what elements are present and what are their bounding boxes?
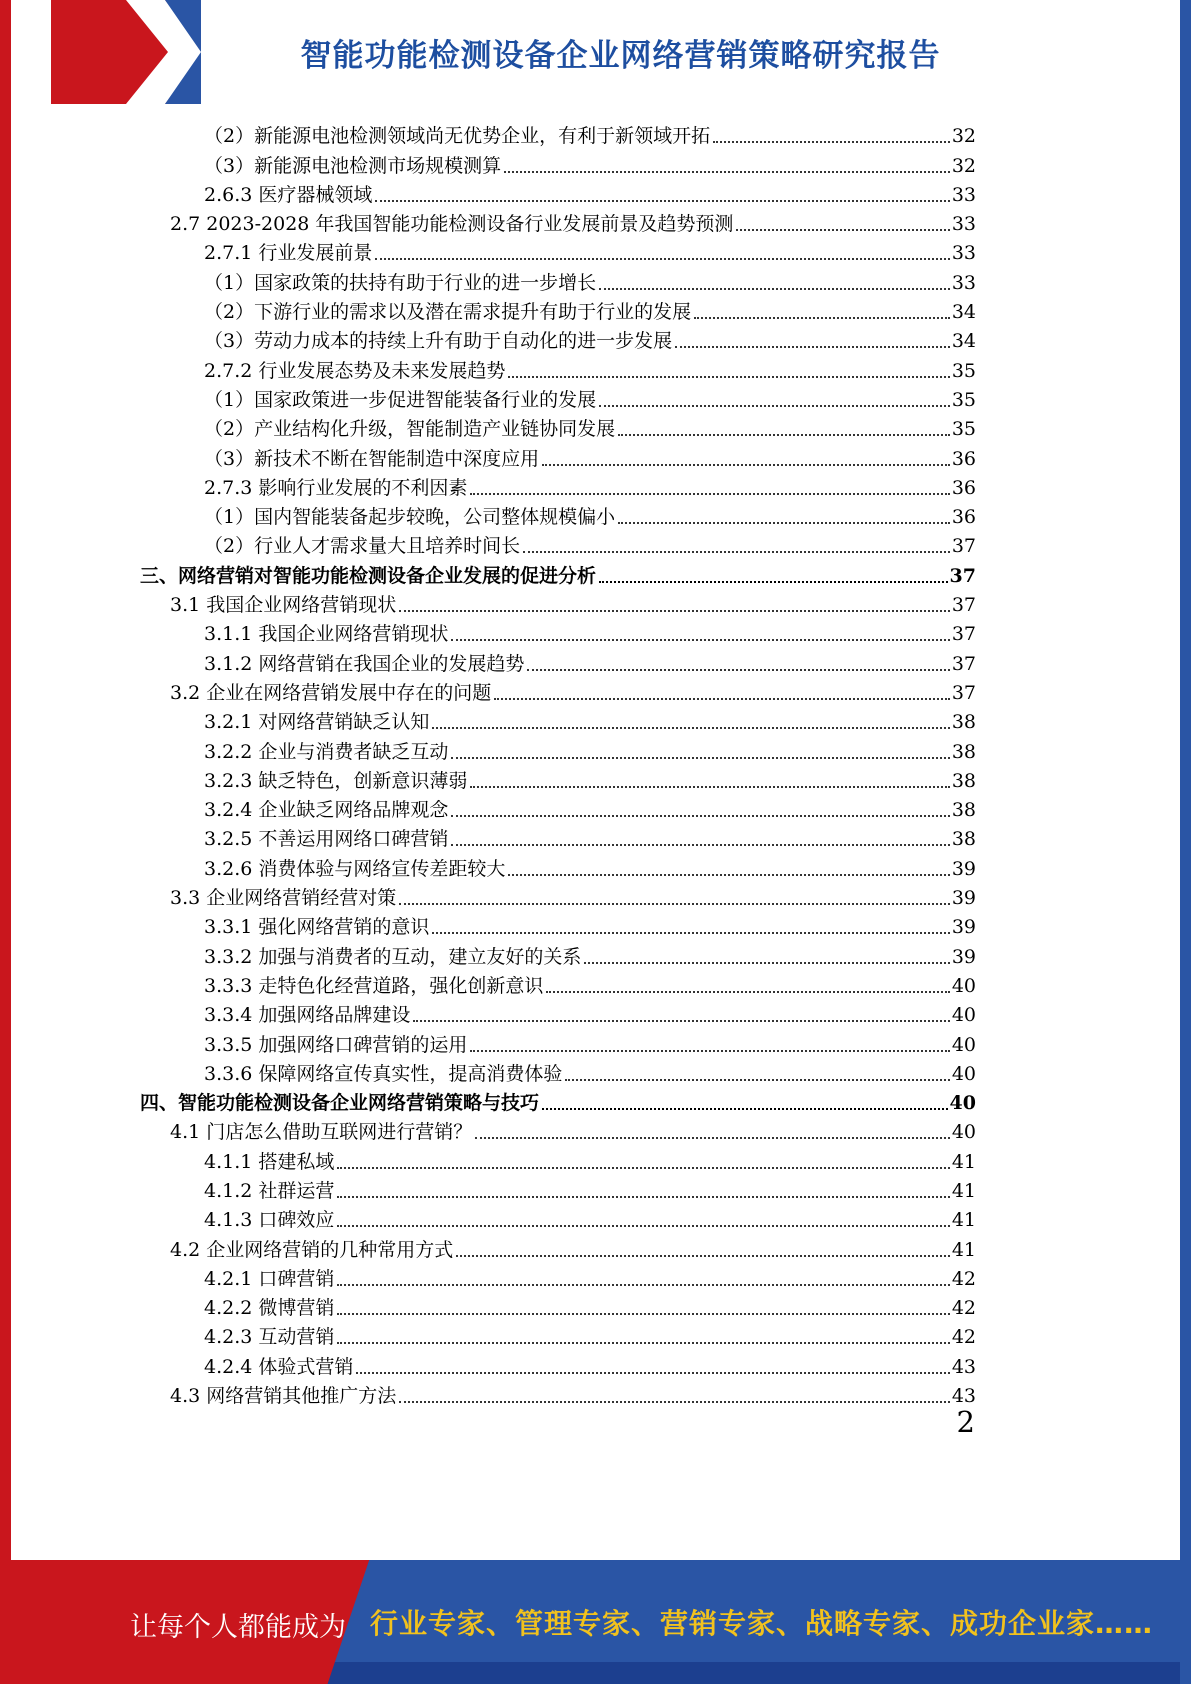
toc-entry[interactable]	[140, 678, 976, 707]
toc-page-number: 37	[951, 652, 976, 675]
toc-page-number: 36	[951, 447, 976, 470]
toc-dot-leader	[599, 405, 950, 407]
toc-entry-label: 3.2.1 对网络营销缺乏认知	[204, 711, 430, 734]
toc-page-number: 34	[951, 330, 976, 353]
toc-page-number: 33	[951, 213, 976, 236]
toc-entry[interactable]	[140, 971, 976, 1000]
toc-entry[interactable]	[140, 824, 976, 853]
toc-page-number: 38	[951, 799, 976, 822]
page-header	[11, 0, 1180, 112]
toc-dot-leader	[494, 698, 950, 700]
toc-entry-label: 4.1.3 口碑效应	[204, 1209, 335, 1232]
toc-entry[interactable]	[140, 766, 976, 795]
toc-dot-leader	[675, 346, 950, 348]
toc-entry[interactable]	[140, 1293, 976, 1322]
toc-dot-leader	[618, 522, 950, 524]
toc-page-number: 33	[951, 271, 976, 294]
toc-entry-label: 4.1 门店怎么借助互联网进行营销？	[170, 1121, 473, 1144]
toc-page-number: 41	[951, 1179, 976, 1202]
toc-entry-label: 3.1.1 我国企业网络营销现状	[204, 623, 449, 646]
toc-entry[interactable]	[140, 1000, 976, 1029]
page-number: 2	[956, 1405, 975, 1439]
toc-dot-leader	[399, 1401, 950, 1403]
toc-entry-label: 2.7 2023-2028 年我国智能功能检测设备行业发展前景及趋势预测	[170, 213, 734, 236]
toc-entry[interactable]	[140, 707, 976, 736]
toc-entry[interactable]	[140, 1234, 976, 1263]
toc-page-number: 40	[951, 974, 976, 997]
toc-dot-leader	[475, 1137, 950, 1139]
toc-dot-leader	[470, 493, 949, 495]
toc-entry-label: （2）新能源电池检测领域尚无优势企业，有利于新领域开拓	[204, 125, 711, 148]
toc-entry-label: （1）国内智能装备起步较晚，公司整体规模偏小	[204, 506, 616, 529]
toc-entry[interactable]	[140, 1117, 976, 1146]
toc-dot-leader	[337, 1342, 949, 1344]
toc-page-number: 33	[951, 242, 976, 265]
toc-dot-leader	[504, 171, 950, 173]
table-of-contents	[140, 121, 976, 1410]
toc-page-number: 39	[951, 916, 976, 939]
toc-page-number: 36	[951, 506, 976, 529]
toc-dot-leader	[451, 844, 949, 846]
toc-entry-label: 3.2.6 消费体验与网络宣传差距较大	[204, 857, 506, 880]
toc-entry[interactable]	[140, 736, 976, 765]
toc-entry-label: 3.2.2 企业与消费者缺乏互动	[204, 740, 449, 763]
toc-dot-leader	[565, 1079, 949, 1081]
toc-entry-label: 4.2 企业网络营销的几种常用方式	[170, 1238, 454, 1261]
toc-dot-leader	[523, 551, 950, 553]
toc-entry[interactable]	[140, 297, 976, 326]
toc-page-number: 35	[951, 388, 976, 411]
toc-entry-label: （2）下游行业的需求以及潜在需求提升有助于行业的发展	[204, 301, 692, 324]
toc-page-number: 37	[949, 564, 976, 587]
toc-entry-label: （3）劳动力成本的持续上升有助于自动化的进一步发展	[204, 330, 673, 353]
toc-entry[interactable]	[140, 1088, 976, 1117]
toc-entry[interactable]	[140, 560, 976, 589]
toc-page-number: 40	[949, 1092, 976, 1115]
toc-entry[interactable]	[140, 590, 976, 619]
footer-slogan-left: 让每个人都能成为	[130, 1612, 346, 1643]
toc-entry-label: 3.3.4 加强网络品牌建设	[204, 1004, 411, 1027]
toc-entry[interactable]	[140, 883, 976, 912]
toc-entry[interactable]	[140, 1029, 976, 1058]
toc-dot-leader	[584, 962, 949, 964]
toc-entry[interactable]	[140, 941, 976, 970]
toc-entry[interactable]	[140, 912, 976, 941]
toc-dot-leader	[456, 1255, 950, 1257]
toc-dot-leader	[508, 376, 949, 378]
toc-entry[interactable]	[140, 795, 976, 824]
toc-dot-leader	[375, 258, 949, 260]
toc-page-number: 40	[951, 1004, 976, 1027]
toc-dot-leader	[413, 1020, 949, 1022]
toc-entry-label: 4.1.2 社群运营	[204, 1179, 335, 1202]
toc-dot-leader	[546, 991, 949, 993]
toc-page-number: 37	[951, 681, 976, 704]
toc-page-number: 43	[951, 1385, 976, 1408]
toc-page-number: 39	[951, 857, 976, 880]
toc-page-number: 38	[951, 769, 976, 792]
toc-dot-leader	[337, 1167, 949, 1169]
toc-entry[interactable]	[140, 209, 976, 238]
toc-dot-leader	[599, 288, 950, 290]
toc-entry[interactable]	[140, 1351, 976, 1380]
toc-entry-label: 3.3.6 保障网络宣传真实性，提高消费体验	[204, 1062, 563, 1085]
toc-entry[interactable]	[140, 531, 976, 560]
toc-entry-label: （1）国家政策进一步促进智能装备行业的发展	[204, 388, 597, 411]
toc-entry-label: 3.2.3 缺乏特色，创新意识薄弱	[204, 769, 468, 792]
toc-entry-label: （2）行业人才需求量大且培养时间长	[204, 535, 521, 558]
toc-entry-label: 2.6.3 医疗器械领域	[204, 183, 373, 206]
toc-page-number: 39	[951, 945, 976, 968]
toc-page-number: 36	[951, 476, 976, 499]
toc-page-number: 39	[951, 887, 976, 910]
toc-entry-label: 3.1.2 网络营销在我国企业的发展趋势	[204, 652, 525, 675]
toc-entry[interactable]	[140, 443, 976, 472]
toc-entry-label: 4.2.3 互动营销	[204, 1326, 335, 1349]
toc-entry-label: 3.3.2 加强与消费者的互动，建立友好的关系	[204, 945, 582, 968]
toc-dot-leader	[451, 815, 949, 817]
toc-entry-label: 3.3.3 走特色化经营道路，强化创新意识	[204, 974, 544, 997]
toc-entry-label: 2.7.3 影响行业发展的不利因素	[204, 476, 468, 499]
toc-dot-leader	[375, 200, 949, 202]
left-accent-bar	[0, 0, 11, 1684]
toc-page-number: 42	[951, 1326, 976, 1349]
toc-entry[interactable]	[140, 619, 976, 648]
toc-dot-leader	[713, 141, 950, 143]
toc-page-number: 37	[951, 594, 976, 617]
toc-dot-leader	[451, 639, 949, 641]
toc-entry[interactable]	[140, 648, 976, 677]
toc-entry[interactable]	[140, 150, 976, 179]
toc-dot-leader	[527, 669, 949, 671]
toc-entry-label: 四、智能功能检测设备企业网络营销策略与技巧	[140, 1092, 540, 1115]
toc-entry[interactable]	[140, 473, 976, 502]
toc-entry-label: 2.7.2 行业发展态势及未来发展趋势	[204, 359, 506, 382]
toc-entry[interactable]	[140, 238, 976, 267]
toc-dot-leader	[542, 1108, 948, 1110]
toc-entry-label: （3）新能源电池检测市场规模测算	[204, 154, 502, 177]
toc-dot-leader	[432, 932, 949, 934]
toc-entry-label: 3.1 我国企业网络营销现状	[170, 594, 397, 617]
toc-dot-leader	[736, 229, 949, 231]
toc-page-number: 40	[951, 1062, 976, 1085]
toc-page-number: 42	[951, 1267, 976, 1290]
toc-entry[interactable]	[140, 1176, 976, 1205]
toc-entry[interactable]	[140, 267, 976, 296]
toc-dot-leader	[542, 464, 950, 466]
toc-page-number: 41	[951, 1238, 976, 1261]
toc-entry[interactable]	[140, 326, 976, 355]
toc-entry-label: 4.3 网络营销其他推广方法	[170, 1385, 397, 1408]
toc-entry-label: 4.2.1 口碑营销	[204, 1267, 335, 1290]
toc-entry[interactable]	[140, 1146, 976, 1175]
toc-page-number: 35	[951, 418, 976, 441]
toc-page-number: 43	[951, 1355, 976, 1378]
toc-page-number: 35	[951, 359, 976, 382]
toc-page-number: 42	[951, 1297, 976, 1320]
toc-entry[interactable]	[140, 853, 976, 882]
toc-page-number: 37	[951, 535, 976, 558]
toc-page-number: 41	[951, 1209, 976, 1232]
toc-dot-leader	[337, 1196, 949, 1198]
toc-page-number: 38	[951, 711, 976, 734]
toc-entry-label: 三、网络营销对智能功能检测设备企业发展的促进分析	[140, 564, 597, 587]
toc-dot-leader	[399, 610, 950, 612]
toc-dot-leader	[599, 581, 948, 583]
toc-dot-leader	[356, 1372, 949, 1374]
toc-page-number: 40	[951, 1033, 976, 1056]
toc-dot-leader	[337, 1284, 949, 1286]
toc-dot-leader	[694, 317, 950, 319]
toc-entry-label: 4.1.1 搭建私域	[204, 1150, 335, 1173]
toc-dot-leader	[451, 757, 949, 759]
toc-entry-label: 3.3 企业网络营销经营对策	[170, 887, 397, 910]
toc-entry-label: 3.3.1 强化网络营销的意识	[204, 916, 430, 939]
toc-dot-leader	[337, 1225, 949, 1227]
toc-entry-label: 3.2 企业在网络营销发展中存在的问题	[170, 681, 492, 704]
toc-page-number: 32	[951, 154, 976, 177]
report-title: 智能功能检测设备企业网络营销策略研究报告	[300, 38, 941, 74]
footer-slogan-right: 行业专家、管理专家、营销专家、战略专家、成功企业家……	[370, 1607, 1154, 1640]
toc-dot-leader	[432, 727, 949, 729]
toc-entry-label: （2）产业结构化升级，智能制造产业链协同发展	[204, 418, 616, 441]
toc-page-number: 41	[951, 1150, 976, 1173]
toc-entry-label: （3）新技术不断在智能制造中深度应用	[204, 447, 540, 470]
right-accent-bar	[1180, 0, 1191, 1684]
toc-dot-leader	[399, 903, 950, 905]
toc-entry-label: 2.7.1 行业发展前景	[204, 242, 373, 265]
toc-entry-label: 4.2.4 体验式营销	[204, 1355, 354, 1378]
toc-dot-leader	[618, 434, 950, 436]
toc-page-number: 38	[951, 740, 976, 763]
toc-entry-label: 3.2.5 不善运用网络口碑营销	[204, 828, 449, 851]
toc-page-number: 38	[951, 828, 976, 851]
toc-entry[interactable]	[140, 1059, 976, 1088]
toc-page-number: 33	[951, 183, 976, 206]
toc-entry[interactable]	[140, 1322, 976, 1351]
toc-dot-leader	[470, 1050, 949, 1052]
toc-dot-leader	[337, 1313, 949, 1315]
toc-dot-leader	[508, 874, 949, 876]
toc-dot-leader	[470, 786, 949, 788]
toc-entry-label: 3.2.4 企业缺乏网络品牌观念	[204, 799, 449, 822]
toc-entry[interactable]	[140, 121, 976, 150]
toc-entry[interactable]	[140, 502, 976, 531]
toc-entry-label: 4.2.2 微博营销	[204, 1297, 335, 1320]
toc-entry[interactable]	[140, 1205, 976, 1234]
toc-entry[interactable]	[140, 385, 976, 414]
footer	[0, 1560, 1191, 1684]
toc-page-number: 32	[951, 125, 976, 148]
toc-entry-label: 3.3.5 加强网络口碑营销的运用	[204, 1033, 468, 1056]
toc-entry[interactable]	[140, 1264, 976, 1293]
toc-entry[interactable]	[140, 414, 976, 443]
toc-page-number: 40	[951, 1121, 976, 1144]
toc-page-number: 34	[951, 301, 976, 324]
toc-entry[interactable]	[140, 180, 976, 209]
toc-entry[interactable]	[140, 355, 976, 384]
toc-entry[interactable]	[140, 1381, 976, 1410]
toc-entry-label: （1）国家政策的扶持有助于行业的进一步增长	[204, 271, 597, 294]
toc-page-number: 37	[951, 623, 976, 646]
